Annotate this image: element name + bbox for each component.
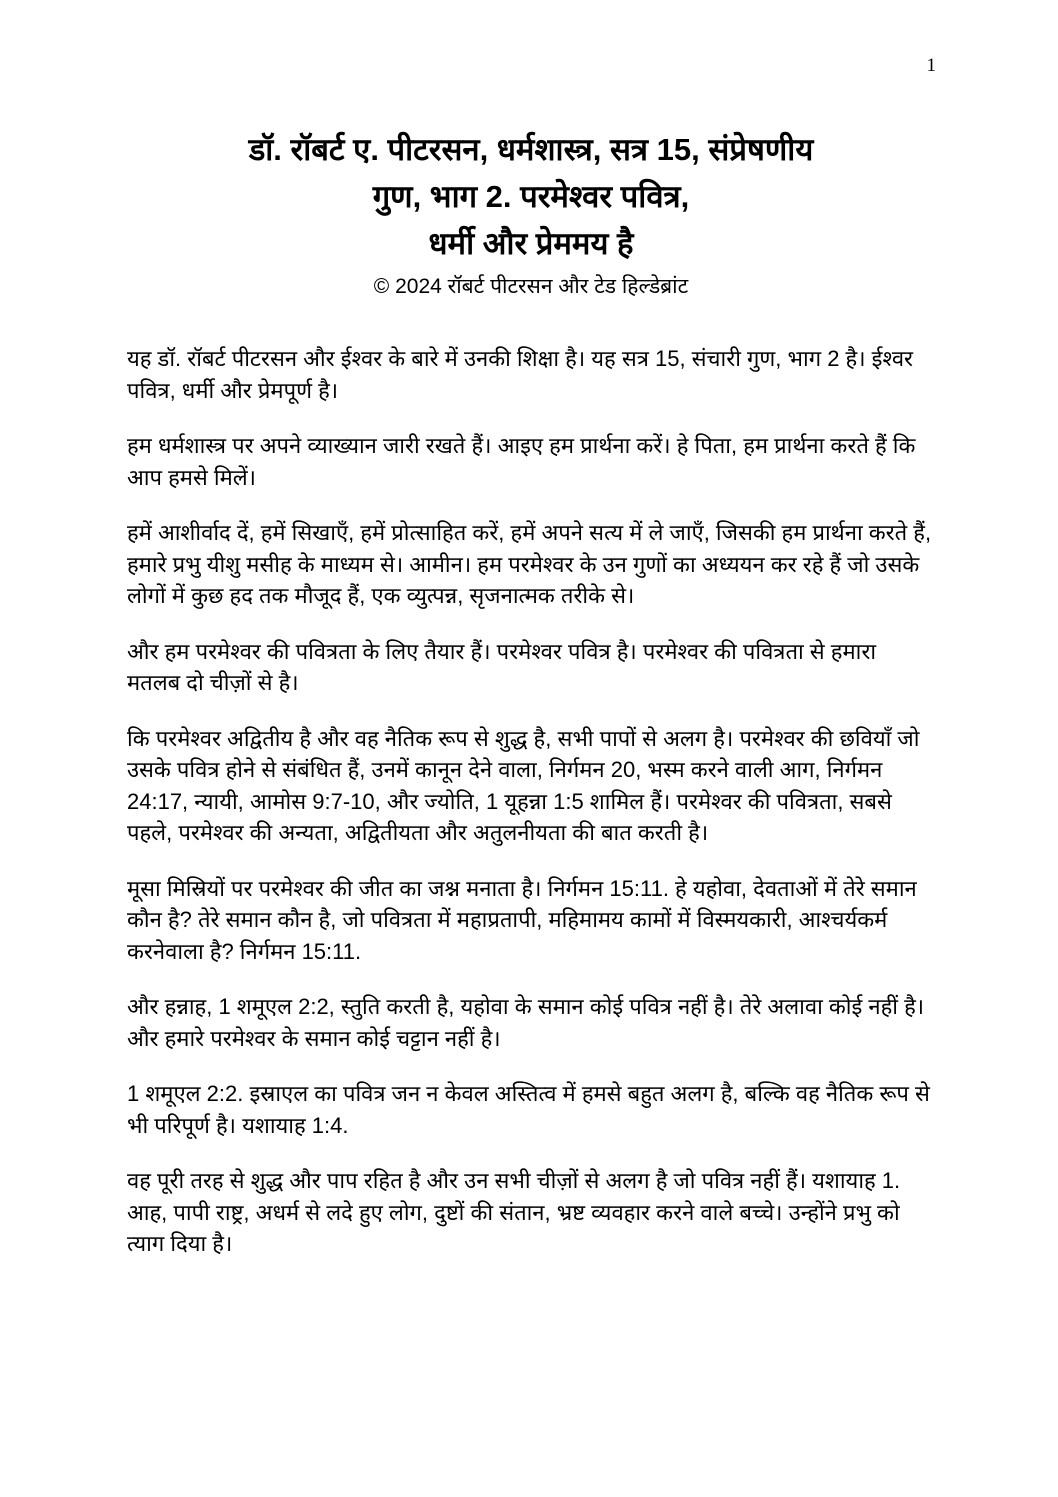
paragraph-lecture-continue: हम धर्मशास्त्र पर अपने व्याख्यान जारी रखते हैं। आइए हम प्रार्थना करें। हे पिता, हम प्रार्थना करते हैं कि आप हमसे मिलें।	[127, 433, 916, 490]
paragraph-prayer: हमें आशीर्वाद दें, हमें सिखाएँ, हमें प्रोत्साहित करें, हमें अपने सत्य में ले जाएँ, जिसकी हम प्रार्थना करते हैं, हमारे प्रभु यीशु मसीह के माध्यम से। आमीन। हम परमेश्वर के उन गुणों का अध्ययन कर रहे हैं जो उसके लोगों में कुछ हद तक मौजूद हैं, एक व्युत्पन्न, सृजनात्मक तरीके से।	[127, 520, 932, 608]
transcript-body	[127, 343, 935, 1260]
page-number: 1	[926, 55, 936, 76]
paragraph-1samuel-isaiah: 1 शमूएल 2:2. इस्राएल का पवित्र जन न केवल अस्तित्व में हमसे बहुत अलग है, बल्कि वह नैतिक रूप से भी परिपूर्ण है। यशायाह 1:4.	[127, 1081, 930, 1138]
title-line-3: धर्मी और प्रेममय है	[428, 226, 634, 261]
document-title	[127, 126, 935, 267]
paragraph-intro: यह डॉ. रॉबर्ट पीटरसन और ईश्वर के बारे में उनकी शिक्षा है। यह सत्र 15, संचारी गुण, भाग 2 है। ईश्वर पवित्र, धर्मी और प्रेमपूर्ण है।	[127, 346, 914, 403]
title-line-1: डॉ. रॉबर्ट ए. पीटरसन, धर्मशास्त्र, सत्र 15, संप्रेषणीय	[248, 132, 814, 167]
title-line-2: गुण, भाग 2. परमेश्वर पवित्र,	[372, 179, 690, 214]
paragraph-holiness-images: कि परमेश्वर अद्वितीय है और वह नैतिक रूप से शुद्ध है, सभी पापों से अलग है। परमेश्वर की छवियाँ जो उसके पवित्र होने से संबंधित हैं, उनमें कानून देने वाला, निर्गमन 20, भस्म करने वाली आग, निर्गमन 24:17, न्यायी, आमोस 9:7-10, और ज्योति, 1 यूहन्ना 1:5 शामिल हैं। परमेश्वर की पवित्रता, सबसे पहले, परमेश्वर की अन्यता, अद्वितीयता और अतुलनीयता की बात करती है।	[127, 725, 920, 845]
paragraph-holiness-intro: और हम परमेश्वर की पवित्रता के लिए तैयार हैं। परमेश्वर पवित्र है। परमेश्वर की पवित्रता से हमारा मतलब दो चीज़ों से है।	[127, 638, 877, 695]
paragraph-hannah-1samuel: और हन्नाह, 1 शमूएल 2:2, स्तुति करती है, यहोवा के समान कोई पवित्र नहीं है। तेरे अलावा कोई नहीं है। और हमारे परमेश्वर के समान कोई चट्टान नहीं है।	[127, 994, 925, 1051]
paragraph-isaiah-1: वह पूरी तरह से शुद्ध और पाप रहित है और उन सभी चीज़ों से अलग है जो पवित्र नहीं हैं। यशायाह 1. आह, पापी राष्ट्र, अधर्म से लदे हुए लोग, दुष्टों की संतान, भ्रष्ट व्यवहार करने वाले बच्चे। उन्होंने प्रभु को त्याग दिया है।	[127, 1168, 901, 1256]
copyright-line: © 2024 रॉबर्ट पीटरसन और टेड हिल्डेब्रांट	[373, 275, 689, 298]
paragraph-exodus-15: मूसा मिस्रियों पर परमेश्वर की जीत का जश्न मनाता है। निर्गमन 15:11. हे यहोवा, देवताओं में तेरे समान कौन है? तेरे समान कौन है, जो पवित्रता में महाप्रतापी, महिमामय कामों में विस्मयकारी, आश्चर्यकर्म करनेवाला है? निर्गमन 15:11.	[127, 875, 917, 964]
